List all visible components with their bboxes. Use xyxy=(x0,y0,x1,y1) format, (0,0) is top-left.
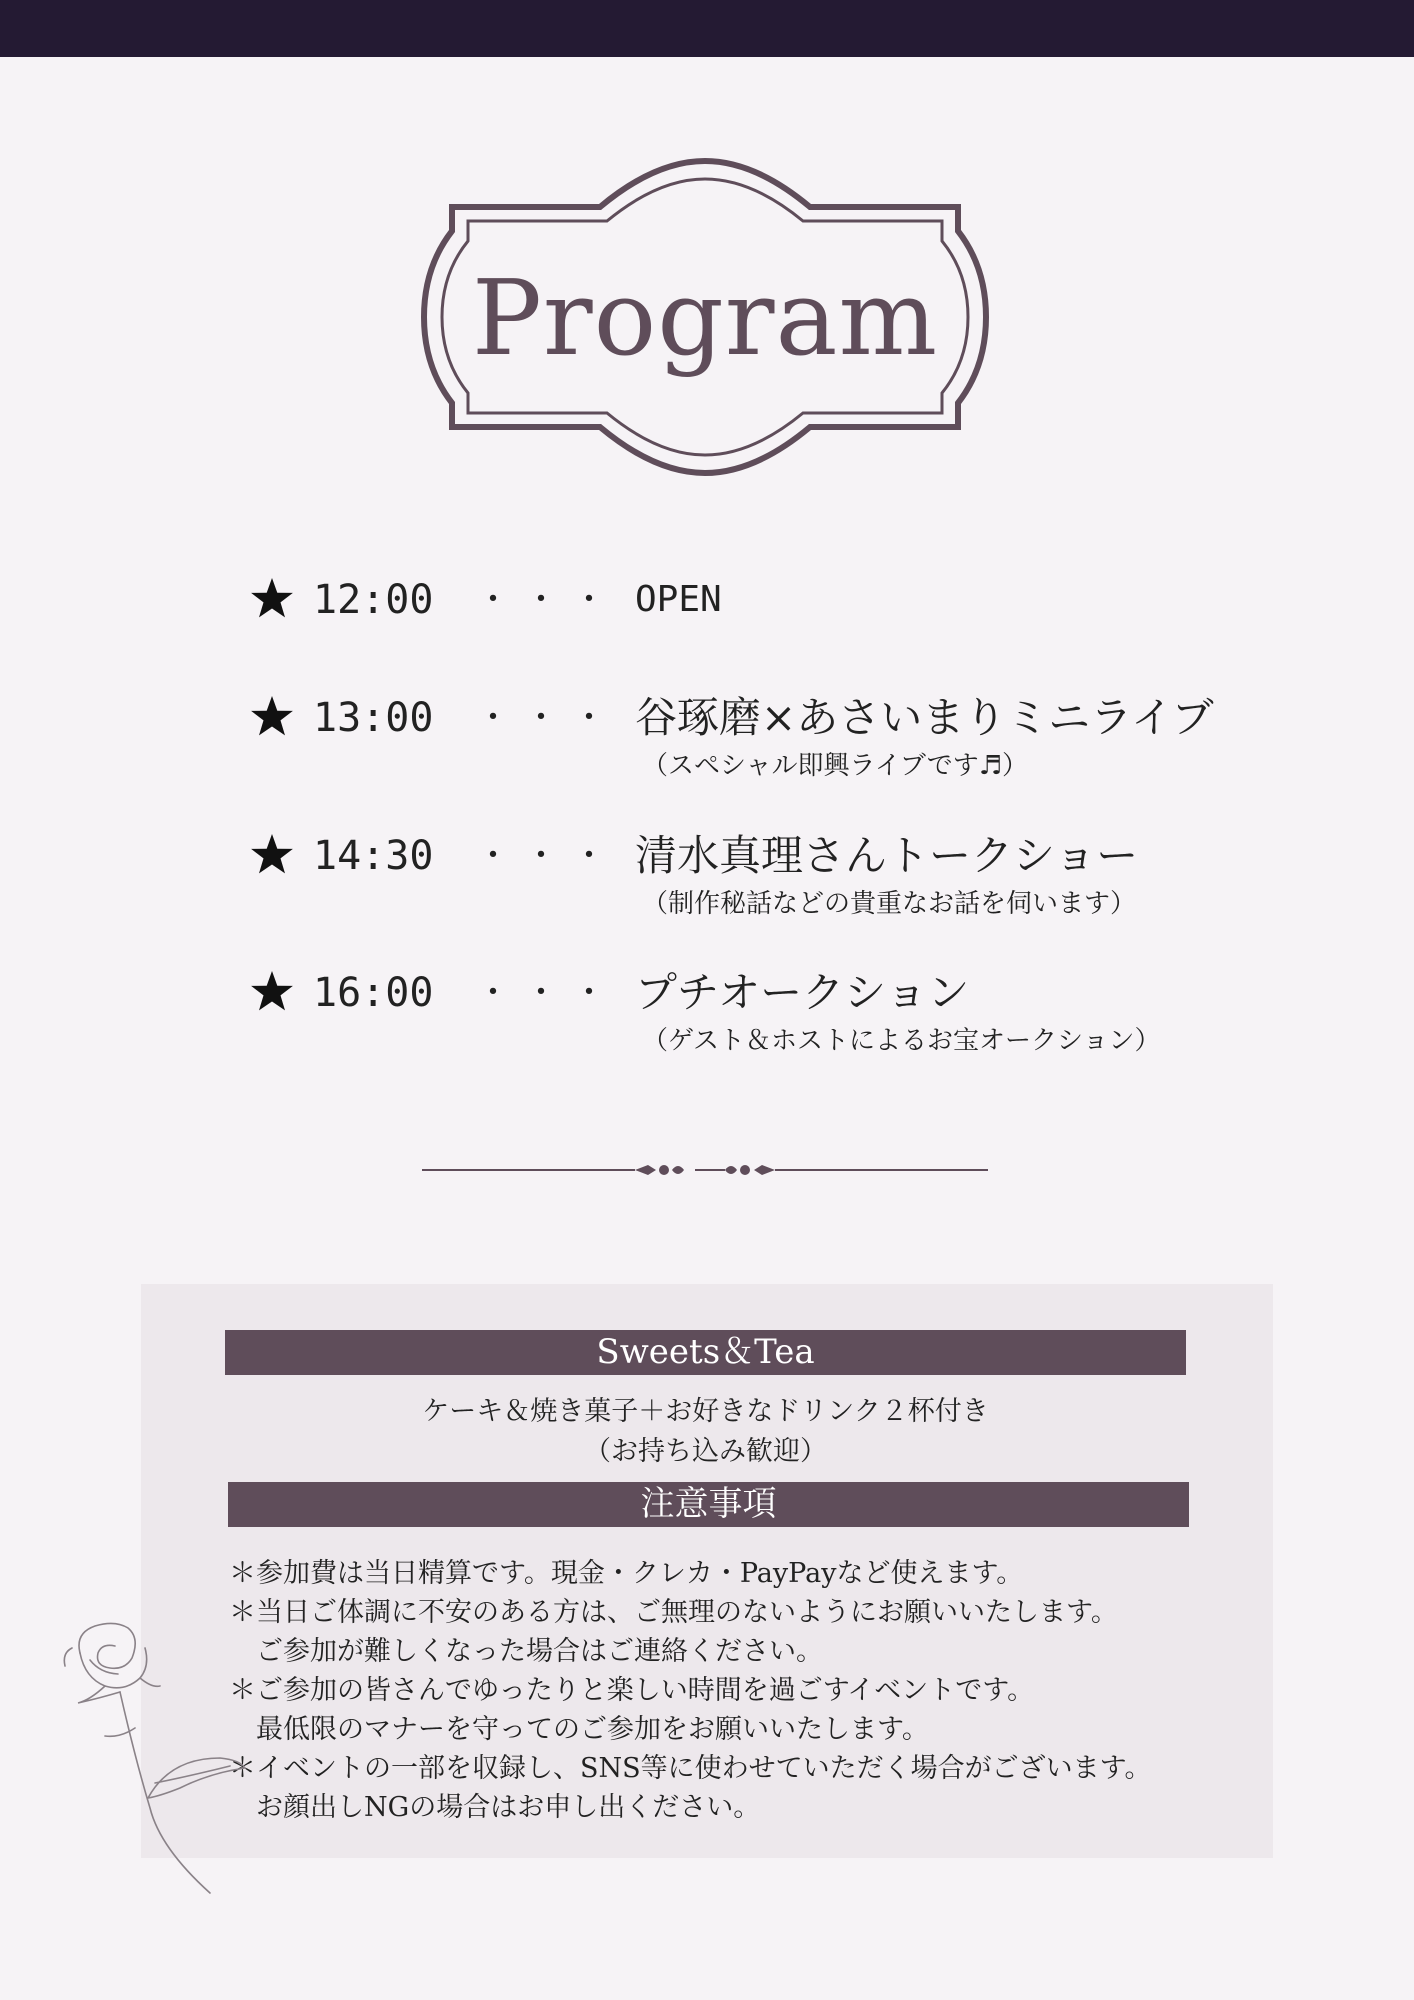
schedule-event: OPEN xyxy=(635,579,722,620)
star-icon xyxy=(250,969,294,1013)
schedule-time: 13:00 xyxy=(313,695,434,741)
schedule-time: 16:00 xyxy=(313,970,434,1016)
schedule-leader-dots: ・・・ xyxy=(476,580,620,620)
ornamental-divider xyxy=(420,1155,990,1185)
schedule-leader-dots: ・・・ xyxy=(476,973,620,1013)
top-bar xyxy=(0,0,1414,57)
notice-line: お顔出しNGの場合はお申し出ください。 xyxy=(229,1792,761,1823)
schedule-leader-dots: ・・・ xyxy=(476,698,620,738)
page-title: Program xyxy=(471,257,939,379)
notice-line: ＊参加費は当日精算です。現金・クレカ・PayPayなど使えます。 xyxy=(229,1558,1024,1589)
notice-line: ＊ご参加の皆さんでゆったりと楽しい時間を過ごすイベントです。 xyxy=(229,1675,1035,1706)
notice-line: ＊イベントの一部を収録し、SNS等に使わせていただく場合がございます。 xyxy=(229,1753,1152,1784)
schedule-time: 14:30 xyxy=(313,833,434,879)
star-icon xyxy=(250,694,294,738)
notice-line: 最低限のマナーを守ってのご参加をお願いいたします。 xyxy=(229,1714,929,1745)
schedule-time: 12:00 xyxy=(313,577,434,623)
notices-heading: 注意事項 xyxy=(228,1482,1189,1527)
schedule-leader-dots: ・・・ xyxy=(476,836,620,876)
schedule-event: 清水真理さんトークショー xyxy=(635,831,1139,880)
sweets-heading: Sweets＆Tea xyxy=(225,1330,1186,1375)
schedule-note: （ゲスト＆ホストによるお宝オークション） xyxy=(642,1026,1161,1056)
schedule-event: プチオークション xyxy=(635,968,970,1017)
notice-line: ご参加が難しくなった場合はご連絡ください。 xyxy=(229,1636,823,1667)
info-panel xyxy=(141,1284,1273,1858)
star-icon xyxy=(250,576,294,620)
sweets-line: ケーキ＆焼き菓子＋お好きなドリンク２杯付き xyxy=(422,1396,989,1427)
sweets-line: （お持ち込み歓迎） xyxy=(584,1436,827,1467)
schedule-note: （制作秘話などの貴重なお話を伺います） xyxy=(642,889,1137,919)
notices-list xyxy=(229,1554,1229,1827)
rose-line-art-icon xyxy=(60,1608,250,1898)
notice-line: ＊当日ご体調に不安のある方は、ご無理のないようにお願いいたします。 xyxy=(229,1597,1118,1628)
star-icon xyxy=(250,832,294,876)
schedule-note: （スペシャル即興ライブです♬） xyxy=(642,751,1029,781)
sweets-description xyxy=(225,1392,1186,1472)
schedule-event: 谷琢磨×あさいまりミニライブ xyxy=(635,693,1214,742)
